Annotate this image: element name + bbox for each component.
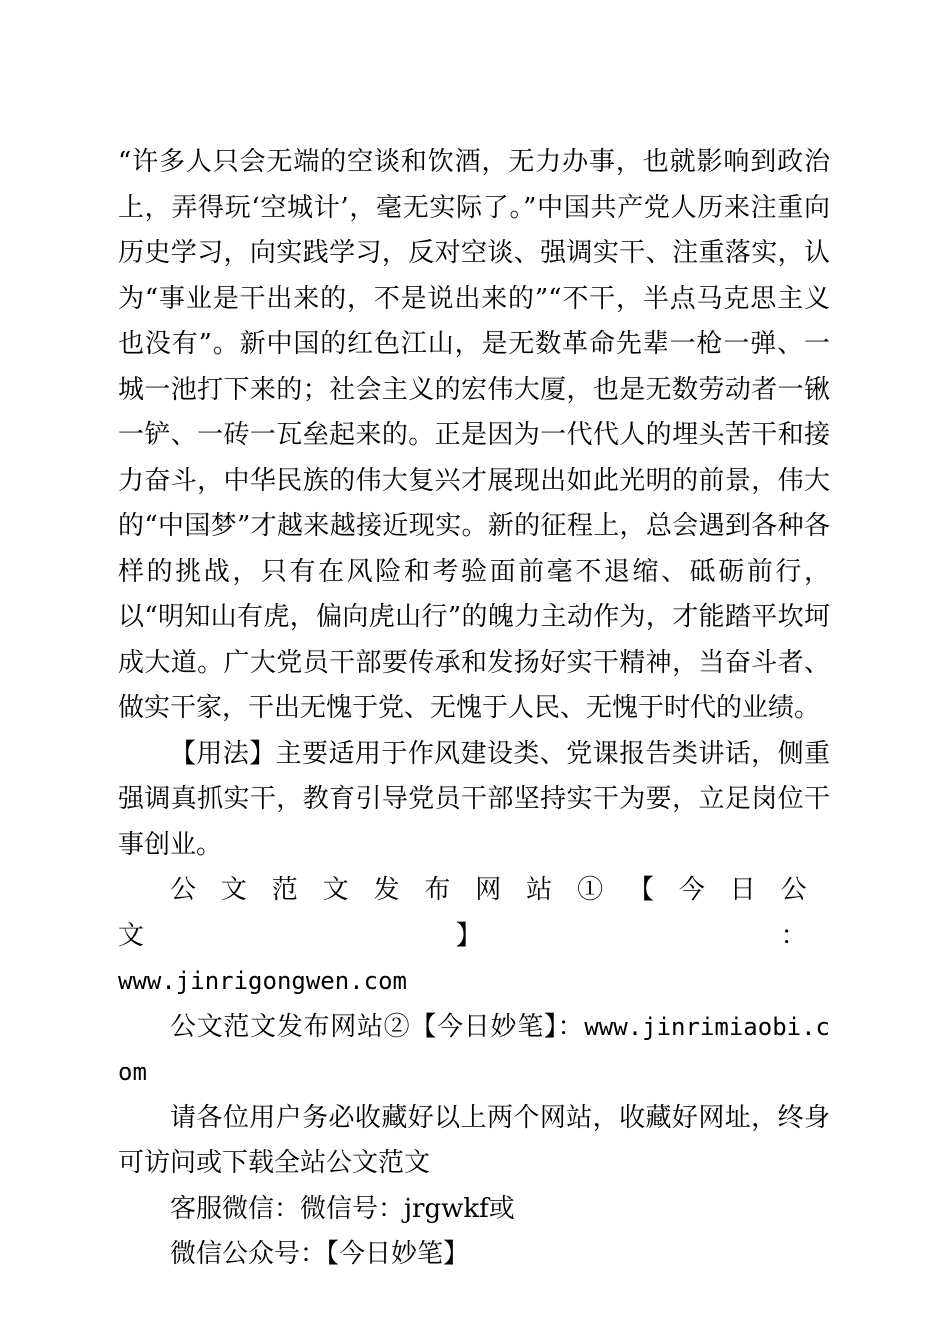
site1-label: 公文范文发布网站①【今日公文】： [118, 875, 830, 951]
usage-paragraph: 【用法】主要适用于作风建设类、党课报告类讲话，侧重强调真抓实干，教育引导党员干部坚持实干为要，立足岗位干事创业。 [118, 738, 830, 860]
site1-url-line [118, 959, 830, 1005]
body-paragraph: “许多人只会无端的空谈和饮酒，无力办事，也就影响到政治上，弄得玩‘空城计’，毫无实际了。”中国共产党人历来注重向历史学习，向实践学习，反对空谈、强调实干、注重落实，认为“事业是干出来的，不是说出来的”“不干，半点马克思主义也没有”。新中国的红色江山，是无数革命先辈一枪一弹、一城一池打下来的；社会主义的宏伟大厦，也是无数劳动者一锹一铲、一砖一瓦垒起来的。正是因为一代代人的埋头苦干和接力奋斗，中华民族的伟大复兴才展现出如此光明的前景，伟大的“中国梦”才越来越接近现实。新的征程上，总会遇到各种各样的挑战，只有在风险和考验面前毫不退缩、砥砺前行，以“明知山有虎，偏向虎山行”的魄力主动作为，才能踏平坎坷成大道。广大党员干部要传承和发扬好实干精神，当奋斗者、做实干家，干出无愧于党、无愧于人民、无愧于时代的业绩。 [118, 147, 830, 723]
site1-url-link[interactable]: www.jinrigongwen.com [118, 967, 407, 995]
site2-url-link[interactable]: www.jinrimiaobi.com [118, 1012, 830, 1086]
document-page [118, 140, 830, 1278]
site2-paragraph [118, 1005, 830, 1096]
wechat-official-account: 微信公众号：【今日妙笔】 [170, 1239, 470, 1269]
reminder-paragraph: 请各位用户务必收藏好以上两个网站，收藏好网址，终身可访问或下载全站公文范文 [118, 1102, 830, 1178]
service-wechat: 客服微信：微信号：jrgwkf或 [170, 1193, 515, 1224]
site1-paragraph [118, 868, 830, 959]
site2-label: 公文范文发布网站②【今日妙笔】： [170, 1011, 585, 1042]
